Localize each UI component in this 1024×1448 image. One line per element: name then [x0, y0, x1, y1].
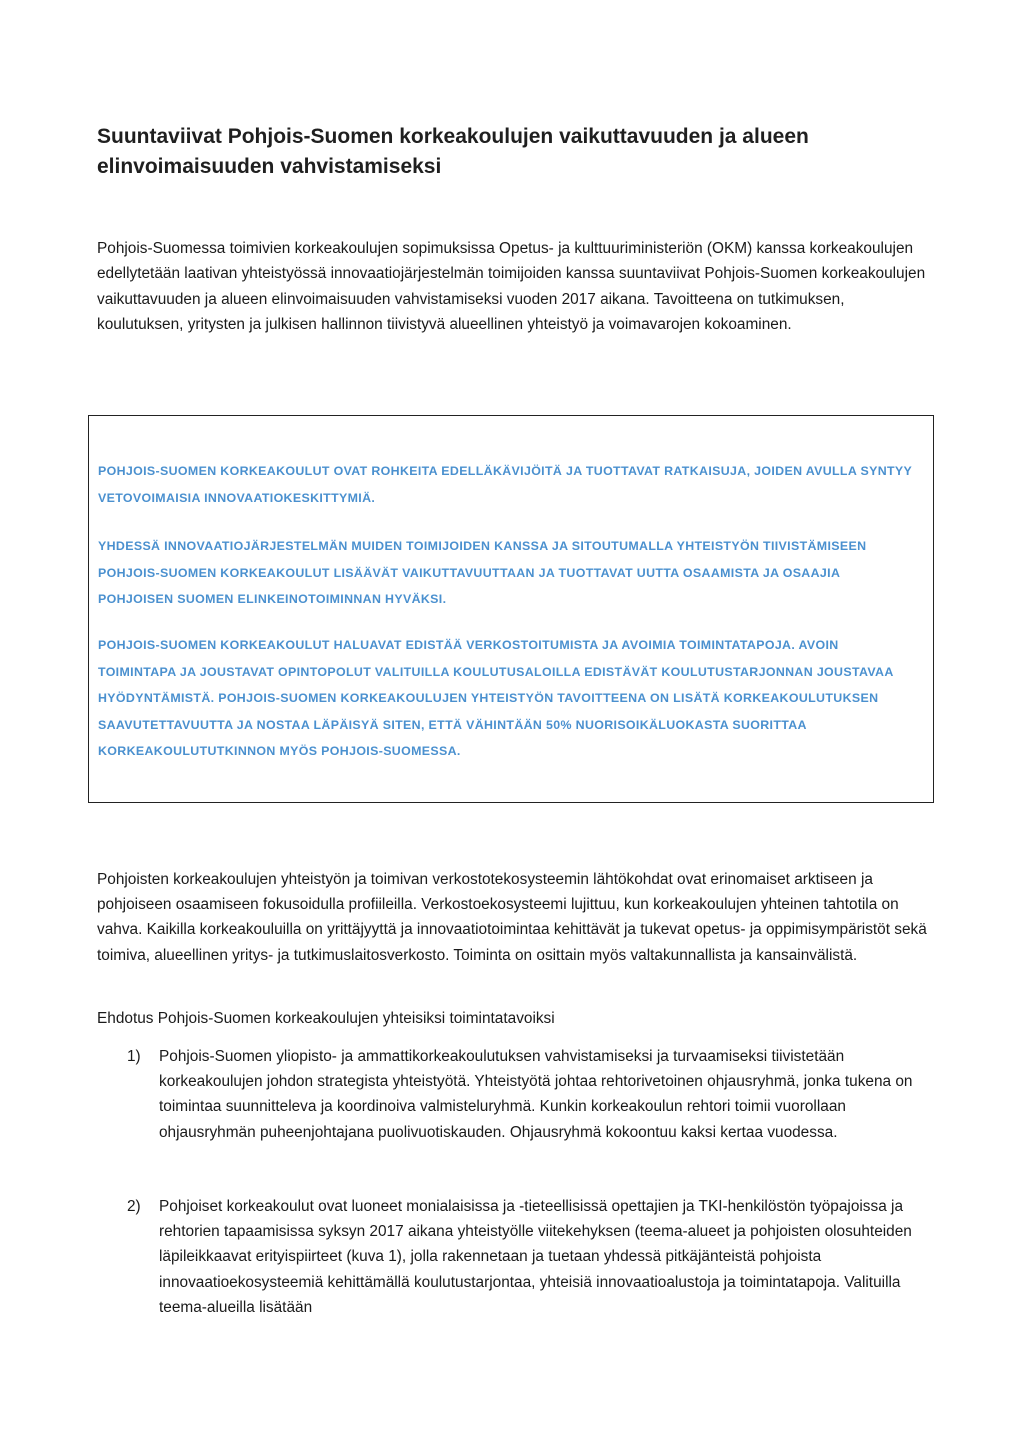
highlight-box: [88, 415, 934, 803]
list-item-text: Pohjoiset korkeakoulut ovat luoneet monialaisissa ja -tieteellisissä opettajien ja TKI-henkilöstön työpajoissa ja rehtorien tapaamisissa syksyn 2017 aikana yhteistyölle viitekehyksen (teema-alueet ja pohjoisten olosuhteiden läpileikkaavat erityispiirteet (kuva 1), jolla rakennetaan ja tuetaan yhdessä pitkäjänteistä pohjoista innovaatioekosysteemiä kehittämällä koulutustarjontaa, yhteisiä innovaatioalustoja ja toimintatapoja. Valituilla teema-alueilla lisätään: [159, 1198, 912, 1316]
numbered-list-item-1: [97, 1044, 927, 1145]
list-item: [97, 1044, 927, 1145]
body-paragraph-2: Ehdotus Pohjois-Suomen korkeakoulujen yhteisiksi toimintatavoiksi: [97, 1010, 555, 1027]
list-item-text: Pohjois-Suomen yliopisto- ja ammattikorkeakoulutuksen vahvistamiseksi ja turvaamiseksi tiivistetään korkeakoulujen johdon strategista yhteistyötä. Yhteistyötä johtaa rehtorivetoinen ohjausryhmä, jonka tukena on toimintaa suunnitteleva ja koordinoiva valmisteluryhmä. Kunkin korkeakoulun rehtori toimii vuorollaan ohjausryhmän puheenjohtajana puolivuotiskauden. Ohjausryhmä kokoontuu kaksi kertaa vuodessa.: [159, 1048, 913, 1141]
list-item: [97, 1194, 927, 1320]
document-title: Suuntaviivat Pohjois-Suomen korkeakoulujen vaikuttavuuden ja alueen elinvoimaisuuden vahvistamiseksi: [97, 125, 809, 178]
list-number: 1): [127, 1048, 141, 1065]
intro-paragraph: Pohjois-Suomessa toimivien korkeakoulujen sopimuksissa Opetus- ja kulttuuriministeriön (OKM) kanssa korkeakoulujen edellytetään laativan yhteistyössä innovaatiojärjestelmän toimijoiden kanssa suuntaviivat Pohjois-Suomen korkeakoulujen vaikuttavuuden ja alueen elinvoimaisuuden vahvistamiseksi vuoden 2017 aikana. Tavoitteena on tutkimuksen, koulutuksen, yritysten ja julkisen hallinnon tiivistyvä alueellinen yhteistyö ja voimavarojen kokoaminen.: [97, 240, 926, 334]
box-paragraph-2: YHDESSÄ INNOVAATIOJÄRJESTELMÄN MUIDEN TOIMIJOIDEN KANSSA JA SITOUTUMALLA YHTEISTYÖN TIIVISTÄMISEEN POHJOIS-SUOMEN KORKEAKOULUT LISÄÄVÄT VAIKUTTAVUUTTAAN JA TUOTTAVAT UUTTA OSAAMISTA JA OSAAJIA POHJOISEN SUOMEN ELINKEINOTOIMINNAN HYVÄKSI.: [98, 539, 867, 606]
numbered-list-item-2: [97, 1194, 927, 1320]
box-paragraph-1: POHJOIS-SUOMEN KORKEAKOULUT OVAT ROHKEITA EDELLÄKÄVIJÖITÄ JA TUOTTAVAT RATKAISUJA, JOIDEN AVULLA SYNTYY VETOVOIMAISIA INNOVAATIOKESKITTYMIÄ.: [98, 464, 912, 505]
body-paragraph-1: Pohjoisten korkeakoulujen yhteistyön ja toimivan verkostotekosysteemin lähtökohdat ovat erinomaiset arktiseen ja pohjoiseen osaamiseen fokusoidulla profiileilla. Verkostoekosysteemi lujittuu, kun korkeakoulujen yhteinen tahtotila on vahva. Kaikilla korkeakouluilla on yrittäjyyttä ja innovaatiotoimintaa kehittävät ja tukevat opetus- ja oppimisympäristöt sekä toimiva, alueellinen yritys- ja tutkimuslaitosverkosto. Toiminta on osittain myös valtakunnallista ja kansainvälistä.: [97, 871, 927, 964]
box-paragraph-3: POHJOIS-SUOMEN KORKEAKOULUT HALUAVAT EDISTÄÄ VERKOSTOITUMISTA JA AVOIMIA TOIMINTATAPOJA. AVOIN TOIMINTAPA JA JOUSTAVAT OPINTOPOLUT VALITUILLA KOULUTUSALOILLA EDISTÄVÄT KOULUTUSTARJONNAN JOUSTAVAA HYÖDYNTÄMISTÄ. POHJOIS-SUOMEN KORKEAKOULUJEN YHTEISTYÖN TAVOITTEENA ON LISÄTÄ KORKEAKOULUTUKSEN SAAVUTETTAVUUTTA JA NOSTAA LÄPÄISYÄ SITEN, ETTÄ VÄHINTÄÄN 50% NUORISOIKÄLUOKASTA SUORITTAA KORKEAKOULUTUTKINNON MYÖS POHJOIS-SUOMESSA.: [98, 638, 894, 758]
list-number: 2): [127, 1198, 141, 1215]
